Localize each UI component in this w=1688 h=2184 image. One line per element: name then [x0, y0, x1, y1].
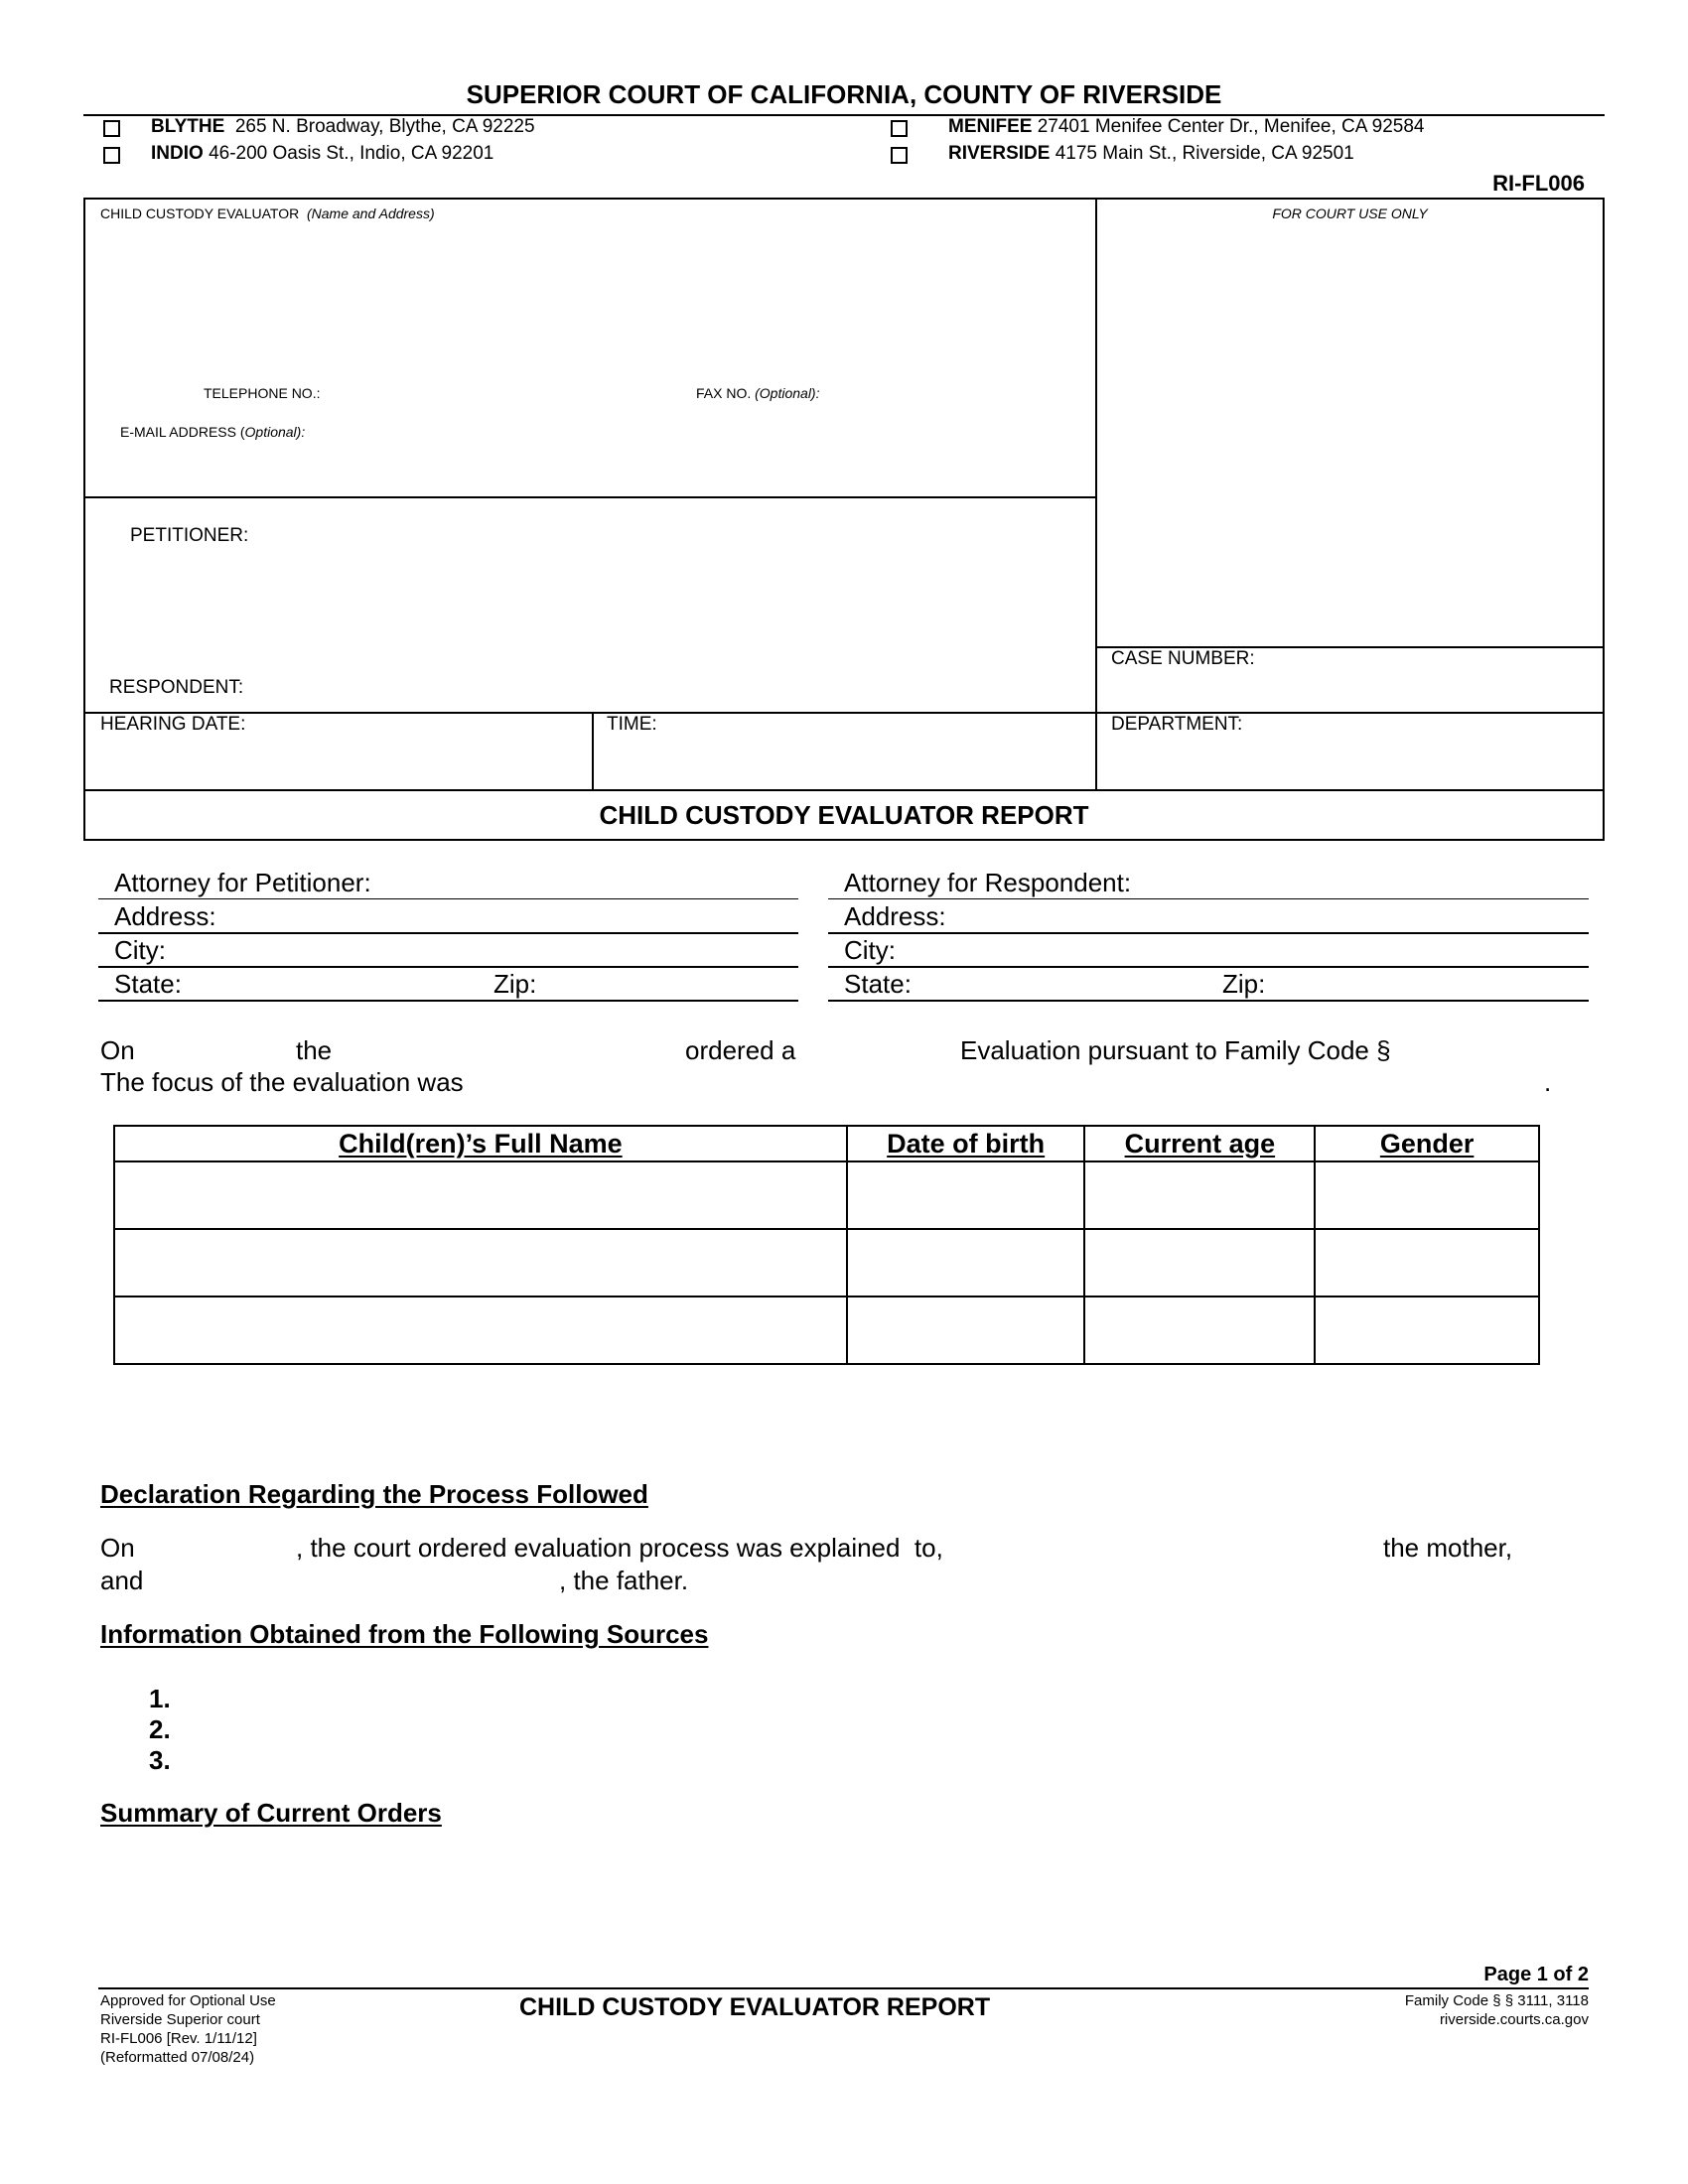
- attorney-petitioner-address-line[interactable]: [98, 932, 798, 934]
- child-name-cell[interactable]: [114, 1297, 847, 1364]
- attorney-respondent-city-line[interactable]: [828, 966, 1589, 968]
- location-indio-address: 46-200 Oasis St., Indio, CA 92201: [209, 143, 494, 164]
- fax-hint: (Optional):: [755, 385, 820, 401]
- header-current-age: Current age: [1084, 1126, 1315, 1161]
- gender-cell[interactable]: [1315, 1229, 1539, 1297]
- attorney-respondent-line[interactable]: [828, 898, 1589, 899]
- attorney-respondent-zip-label: Zip:: [1222, 969, 1266, 999]
- order-evaluation: Evaluation pursuant to Family Code §: [960, 1035, 1391, 1065]
- gender-cell[interactable]: [1315, 1297, 1539, 1364]
- petitioner-label: PETITIONER:: [130, 525, 249, 546]
- page-number: Page 1 of 2: [1483, 1964, 1589, 1985]
- location-menifee-address: 27401 Menifee Center Dr., Menifee, CA 92584: [1037, 116, 1425, 137]
- respondent-label: RESPONDENT:: [109, 677, 244, 698]
- checkbox-riverside[interactable]: [891, 147, 908, 164]
- child-name-cell[interactable]: [114, 1229, 847, 1297]
- location-indio: [151, 143, 493, 165]
- location-menifee: [948, 116, 1424, 138]
- evaluator-section-rule: [83, 496, 1096, 498]
- date-of-birth-cell[interactable]: [847, 1161, 1085, 1229]
- location-blythe-name: BLYTHE: [151, 116, 225, 137]
- declaration-on: On: [100, 1533, 135, 1563]
- table-row: [114, 1161, 1539, 1229]
- hearing-row-rule: [83, 712, 1605, 714]
- declaration-mother: the mother,: [1383, 1533, 1513, 1563]
- email-hint: Optional):: [244, 424, 306, 440]
- hearing-date-label: HEARING DATE:: [100, 714, 246, 735]
- court-title: SUPERIOR COURT OF CALIFORNIA, COUNTY OF RIVERSIDE: [466, 79, 1222, 109]
- attorney-petitioner-zip-label: Zip:: [493, 969, 537, 999]
- caption-box: [83, 198, 1605, 841]
- footer-right: [1405, 1991, 1589, 2029]
- attorney-petitioner-line[interactable]: [98, 898, 798, 899]
- department-label: DEPARTMENT:: [1111, 714, 1243, 735]
- evaluator-hint: (Name and Address): [306, 205, 435, 221]
- footer-right-line: riverside.courts.ca.gov: [1439, 2011, 1589, 2028]
- checkbox-menifee[interactable]: [891, 120, 908, 137]
- footer-title: CHILD CUSTODY EVALUATOR REPORT: [519, 1993, 991, 2021]
- location-blythe-address: 265 N. Broadway, Blythe, CA 92225: [234, 116, 535, 137]
- footer-rule: [98, 1987, 1589, 1989]
- summary-heading: Summary of Current Orders: [100, 1798, 442, 1828]
- report-title: CHILD CUSTODY EVALUATOR REPORT: [599, 800, 1089, 830]
- email-label: [120, 424, 305, 440]
- location-menifee-name: MENIFEE: [948, 116, 1033, 137]
- footer-left: [100, 1991, 276, 2067]
- footer-right-line: Family Code § § 3111, 3118: [1404, 1992, 1589, 2009]
- list-item: 3.: [149, 1745, 171, 1775]
- location-indio-name: INDIO: [151, 143, 204, 164]
- current-age-cell[interactable]: [1084, 1229, 1315, 1297]
- case-number-label: CASE NUMBER:: [1111, 648, 1255, 669]
- attorney-respondent-state-label: State:: [844, 969, 912, 999]
- fax-label-text: FAX NO.: [696, 385, 752, 401]
- declaration-and: and: [100, 1566, 144, 1595]
- attorney-petitioner-city-label: City:: [114, 935, 166, 965]
- footer-left-line: RI-FL006 [Rev. 1/11/12]: [100, 2030, 257, 2047]
- court-use-label: FOR COURT USE ONLY: [1272, 205, 1428, 221]
- header-date-of-birth: Date of birth: [847, 1126, 1085, 1161]
- footer-left-line: Approved for Optional Use: [100, 1992, 276, 2009]
- telephone-label: TELEPHONE NO.:: [204, 385, 321, 401]
- declaration-heading: Declaration Regarding the Process Followed: [100, 1479, 648, 1509]
- list-item: 1.: [149, 1684, 171, 1713]
- current-age-cell[interactable]: [1084, 1297, 1315, 1364]
- checkbox-blythe[interactable]: [103, 120, 120, 137]
- email-label-text: E-MAIL ADDRESS (: [120, 424, 245, 440]
- time-label: TIME:: [607, 714, 657, 735]
- header-gender: Gender: [1315, 1126, 1539, 1161]
- location-riverside-name: RIVERSIDE: [948, 143, 1051, 164]
- attorney-petitioner-state-label: State:: [114, 969, 182, 999]
- gender-cell[interactable]: [1315, 1161, 1539, 1229]
- attorney-petitioner-state-line[interactable]: [98, 1000, 798, 1002]
- children-table-header: [114, 1126, 1539, 1161]
- children-table: [113, 1125, 1540, 1365]
- header-child-name: Child(ren)’s Full Name: [114, 1126, 847, 1161]
- form-number: RI-FL006: [1492, 171, 1585, 196]
- table-row: [114, 1229, 1539, 1297]
- declaration-explained: , the court ordered evaluation process was explained to,: [296, 1533, 943, 1563]
- location-riverside-address: 4175 Main St., Riverside, CA 92501: [1055, 143, 1354, 164]
- attorney-petitioner-address-label: Address:: [114, 901, 216, 931]
- hearing-time-divider: [592, 712, 594, 789]
- checkbox-indio[interactable]: [103, 147, 120, 164]
- table-row: [114, 1297, 1539, 1364]
- order-period: .: [1544, 1067, 1552, 1097]
- order-ordered: ordered a: [685, 1035, 796, 1065]
- attorney-respondent-address-line[interactable]: [828, 932, 1589, 934]
- date-of-birth-cell[interactable]: [847, 1297, 1085, 1364]
- location-riverside: [948, 143, 1354, 165]
- attorney-respondent-city-label: City:: [844, 935, 896, 965]
- attorney-respondent-state-line[interactable]: [828, 1000, 1589, 1002]
- evaluator-label-text: CHILD CUSTODY EVALUATOR: [100, 205, 300, 221]
- order-on: On: [100, 1035, 135, 1065]
- footer-left-line: Riverside Superior court: [100, 2011, 260, 2028]
- footer-left-line: (Reformatted 07/08/24): [100, 2049, 255, 2066]
- order-the: the: [296, 1035, 333, 1065]
- caption-vertical-divider: [1095, 198, 1097, 789]
- evaluator-label: [100, 205, 435, 221]
- child-name-cell[interactable]: [114, 1161, 847, 1229]
- attorney-petitioner-city-line[interactable]: [98, 966, 798, 968]
- location-blythe: [151, 116, 535, 138]
- declaration-father: , the father.: [559, 1566, 689, 1595]
- attorney-petitioner-label: Attorney for Petitioner:: [114, 868, 371, 897]
- fax-label: [696, 385, 819, 401]
- list-item: 2.: [149, 1714, 171, 1744]
- date-of-birth-cell[interactable]: [847, 1229, 1085, 1297]
- attorney-respondent-address-label: Address:: [844, 901, 946, 931]
- sources-heading: Information Obtained from the Following Sources: [100, 1619, 709, 1649]
- order-focus: The focus of the evaluation was: [100, 1067, 464, 1097]
- report-title-rule: [83, 789, 1605, 791]
- current-age-cell[interactable]: [1084, 1161, 1315, 1229]
- attorney-respondent-label: Attorney for Respondent:: [844, 868, 1132, 897]
